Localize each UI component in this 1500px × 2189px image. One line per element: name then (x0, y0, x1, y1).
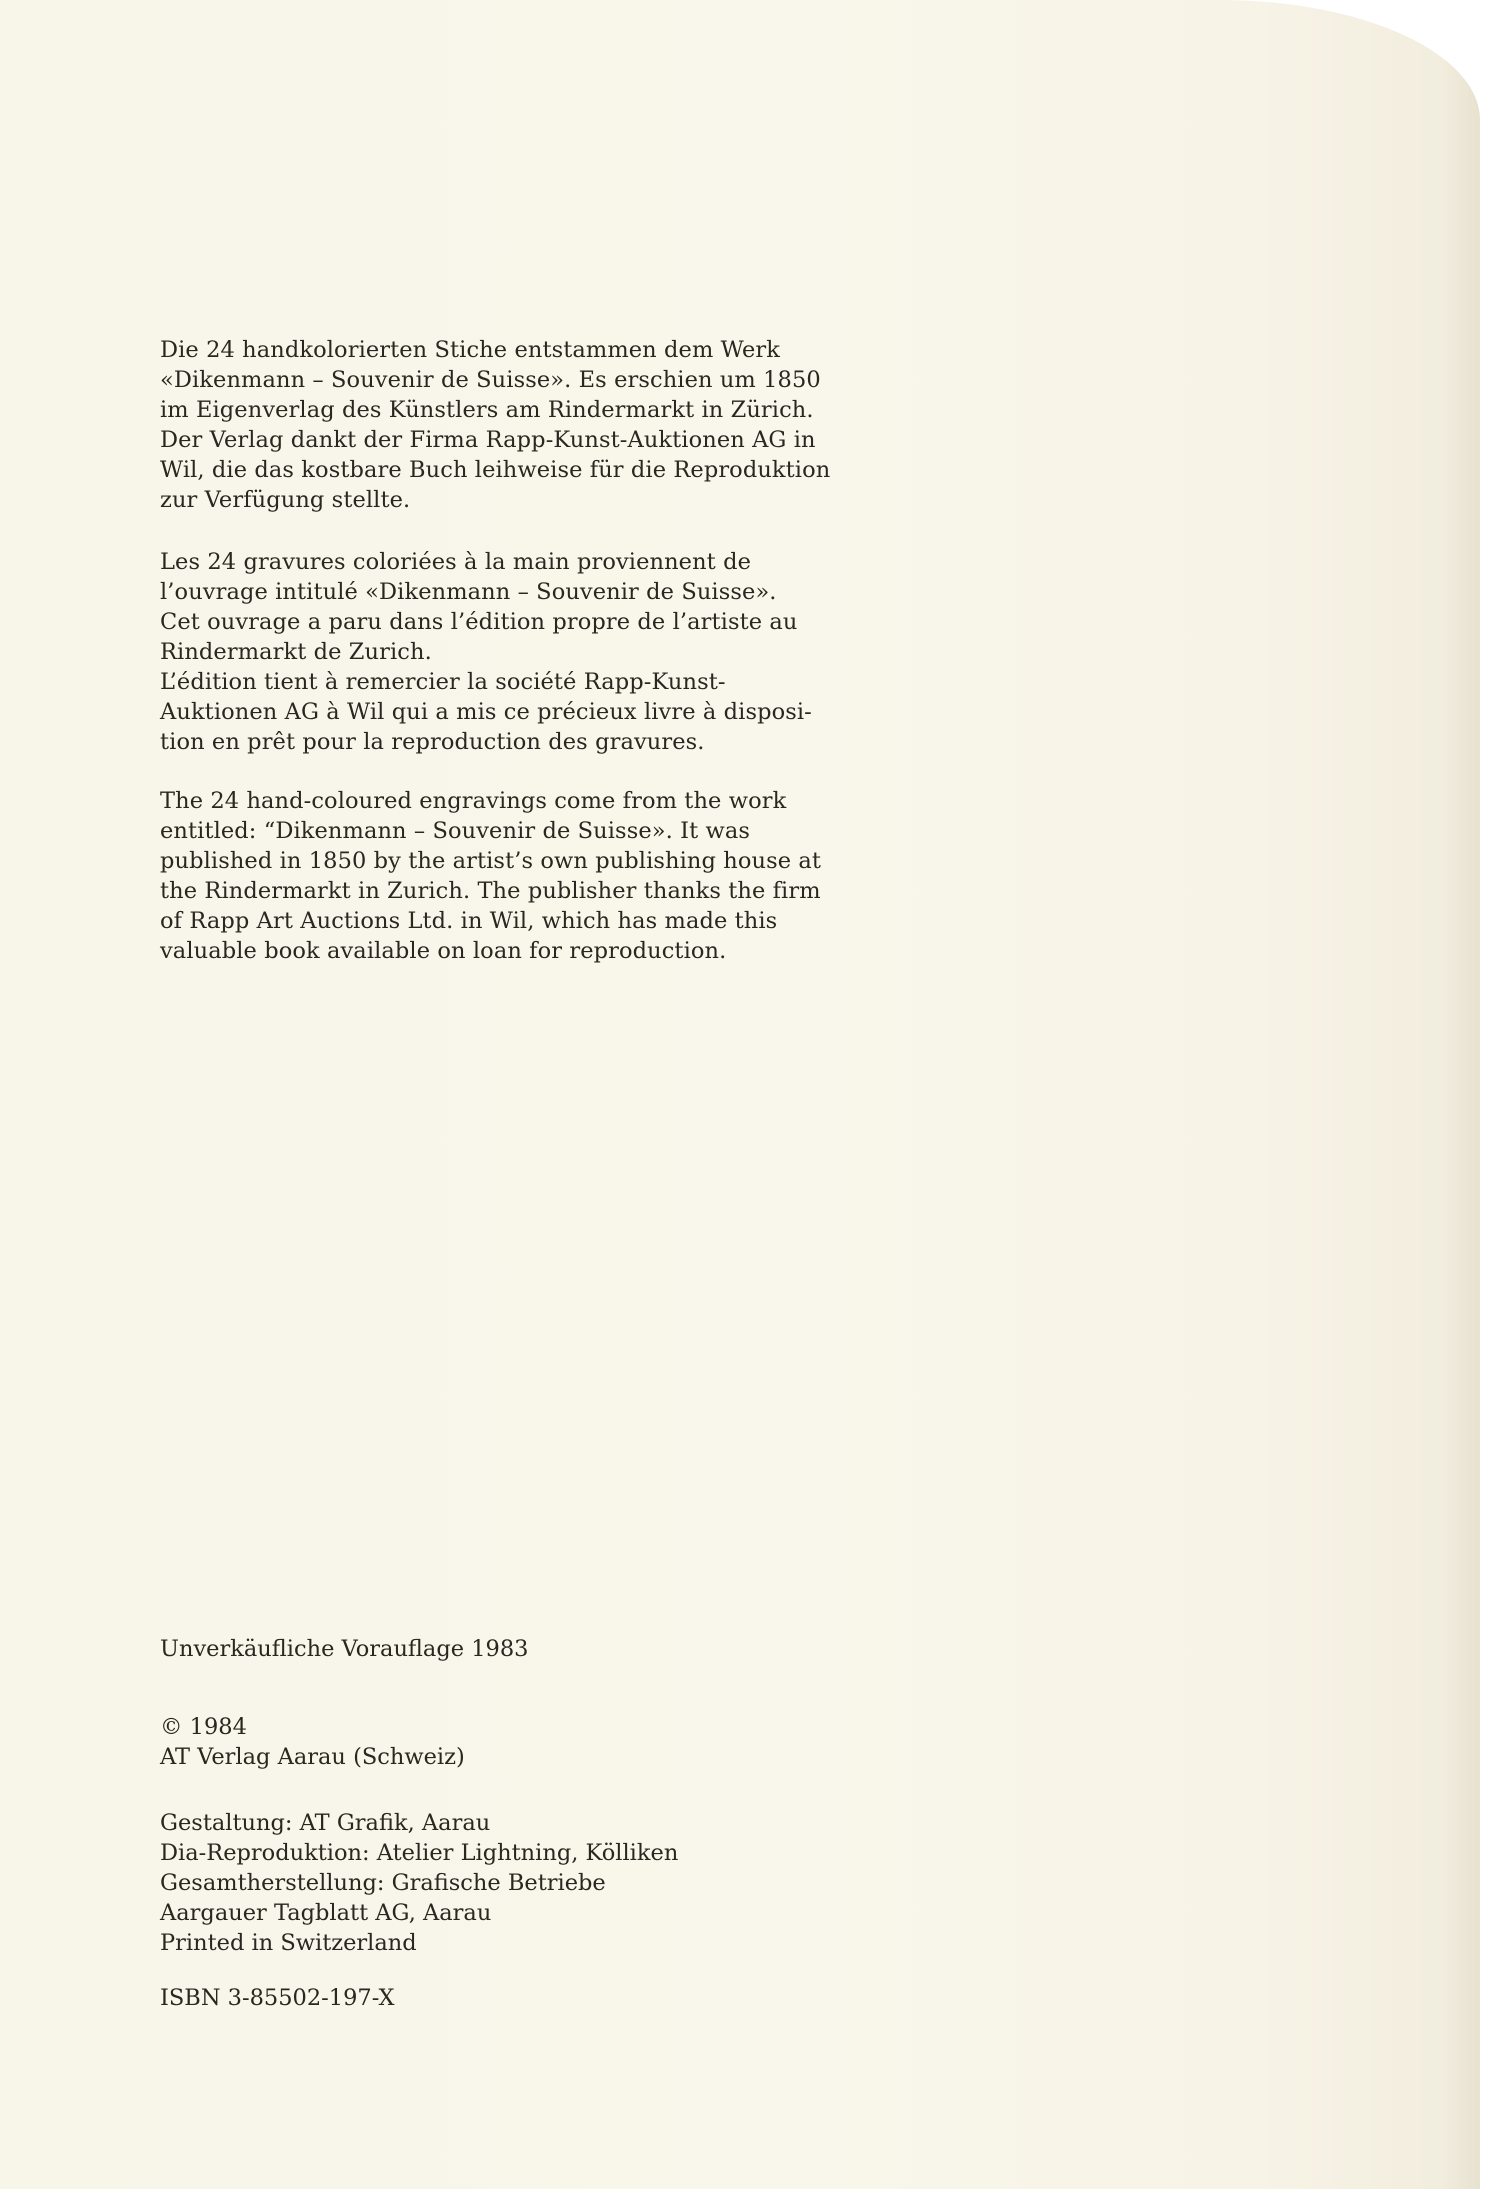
credit-line-country: Printed in Switzerland (160, 1930, 417, 1956)
english-text: The 24 hand-coloured engravings come from the work entitled: “Dikenmann – Souvenir de Suisse». It was published in 1850 by the artist’s own publishing house at the Rindermarkt in Zurich. The publisher thanks the firm of Rapp Art Auctions Ltd. in Wil, which has made this valuable book available on loan for reproduction. (160, 788, 822, 964)
french-text: Les 24 gravures coloriées à la main proviennent de l’ouvrage intitulé «Dikenmann – Souvenir de Suisse». Cet ouvrage a paru dans l’édition propre de l’artiste au Rindermarkt de Zurich. L’édition tient à remercier la société Rapp-Kunst- Auktionen AG à Wil qui a mis ce précieux livre à disposi- tion en prêt pour la reproduction des gravures. (160, 549, 812, 755)
isbn-number: ISBN 3-85502-197-X (160, 1985, 395, 2011)
credit-line-reproduction: Dia-Reproduktion: Atelier Lightning, Kölliken (160, 1840, 679, 1866)
credit-line-printer: Aargauer Tagblatt AG, Aarau (160, 1900, 492, 1926)
english-paragraph (160, 786, 920, 966)
german-paragraph (160, 335, 920, 515)
copyright-year: © 1984 (160, 1714, 247, 1740)
french-paragraph (160, 547, 920, 757)
credit-line-design: Gestaltung: AT Grafik, Aarau (160, 1810, 491, 1836)
isbn-block (160, 1983, 860, 2013)
credit-line-production: Gesamtherstellung: Grafische Betriebe (160, 1870, 606, 1896)
pre-edition-note (160, 1634, 860, 1664)
pre-edition-text: Unverkäufliche Vorauflage 1983 (160, 1636, 529, 1662)
copyright-block (160, 1712, 860, 1772)
publisher-name: AT Verlag Aarau (Schweiz) (160, 1744, 465, 1770)
credits-block (160, 1808, 860, 1958)
german-text: Die 24 handkolorierten Stiche entstammen dem Werk «Dikenmann – Souvenir de Suisse». Es erschien um 1850 im Eigenverlag des Künstlers am Rindermarkt in Zürich. Der Verlag dankt der Firma Rapp-Kunst-Auktionen AG in Wil, die das kostbare Buch leihweise für die Reproduktion zur Verfügung stellte. (160, 337, 831, 513)
